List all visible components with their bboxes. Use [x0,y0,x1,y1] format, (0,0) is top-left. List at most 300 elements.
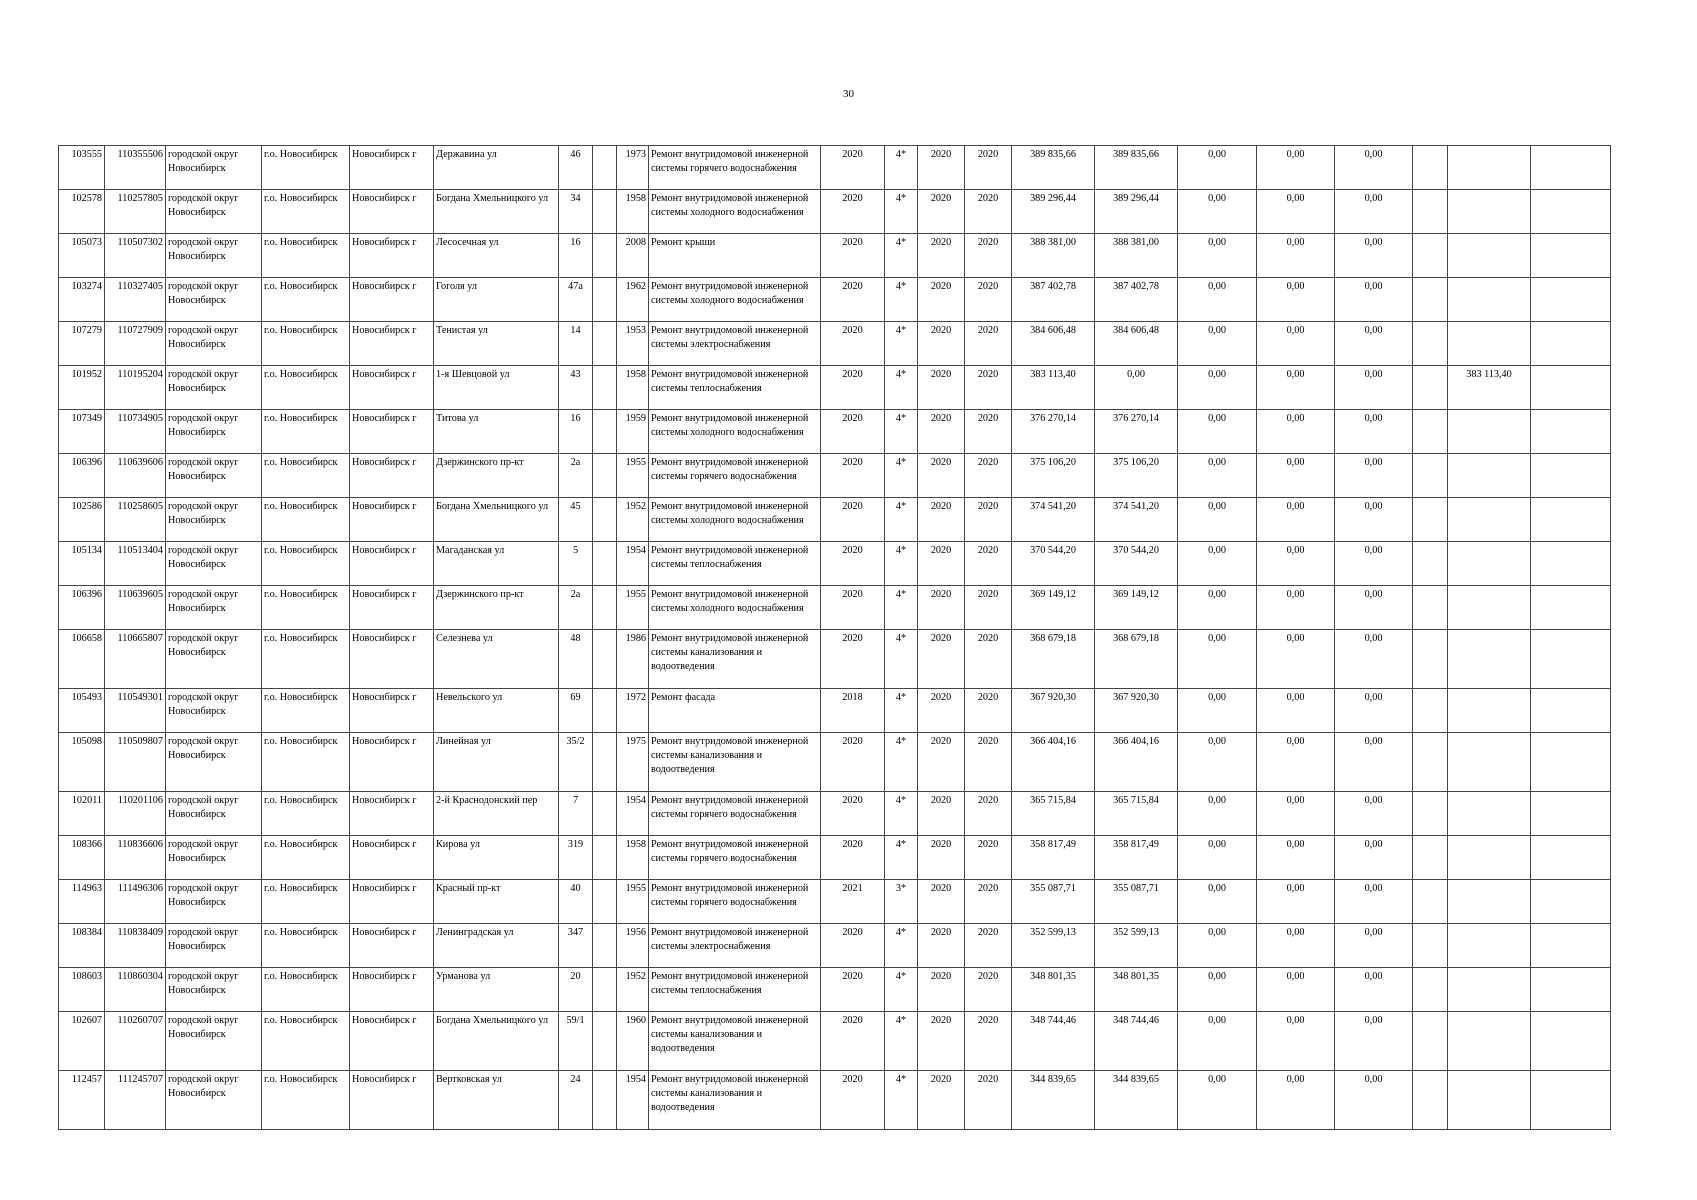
cell-plan-year: 2020 [821,792,885,836]
cell-v1: 0,00 [1178,792,1257,836]
cell-plan-year: 2018 [821,689,885,733]
cell-blank3 [1531,733,1611,792]
cell-district: городской округ Новосибирск [166,924,262,968]
cell-street: 2-й Краснодонский пер [434,792,559,836]
cell-blank2 [1413,234,1448,278]
cell-v2: 0,00 [1257,689,1335,733]
cell-work: Ремонт внутридомовой инженерной системы теплоснабжения [649,366,821,410]
cell-city: Новосибирск г [350,410,434,454]
cell-plan-year: 2020 [821,1071,885,1130]
cell-id: 102578 [59,190,105,234]
cell-extra [1448,498,1531,542]
cell-code: 110509807 [105,733,166,792]
cell-blank1 [593,968,617,1012]
cell-v1: 0,00 [1178,454,1257,498]
cell-v3: 0,00 [1335,542,1413,586]
cell-blank2 [1413,792,1448,836]
cell-v1: 0,00 [1178,322,1257,366]
cell-total: 389 835,66 [1012,146,1095,190]
cell-city: Новосибирск г [350,234,434,278]
cell-blank3 [1531,542,1611,586]
page-number: 30 [843,88,854,100]
cell-municipality: г.о. Новосибирск [262,792,350,836]
cell-street: Титова ул [434,410,559,454]
cell-year-start: 2020 [918,836,965,880]
cell-city: Новосибирск г [350,689,434,733]
cell-blank3 [1531,410,1611,454]
cell-code: 110639606 [105,454,166,498]
cell-total: 374 541,20 [1012,498,1095,542]
cell-street: Державина ул [434,146,559,190]
cell-city: Новосибирск г [350,630,434,689]
cell-blank3 [1531,366,1611,410]
cell-plan-year: 2020 [821,968,885,1012]
cell-blank3 [1531,880,1611,924]
cell-plan-year: 2020 [821,146,885,190]
cell-v2: 0,00 [1257,366,1335,410]
cell-fund: 375 106,20 [1095,454,1178,498]
cell-house: 24 [559,1071,593,1130]
cell-v2: 0,00 [1257,630,1335,689]
cell-id: 108603 [59,968,105,1012]
cell-municipality: г.о. Новосибирск [262,190,350,234]
cell-v1: 0,00 [1178,968,1257,1012]
cell-stage: 4* [885,542,918,586]
cell-street: Вертковская ул [434,1071,559,1130]
cell-street: Богдана Хмельницкого ул [434,190,559,234]
cell-district: городской округ Новосибирск [166,630,262,689]
cell-house: 59/1 [559,1012,593,1071]
cell-v3: 0,00 [1335,410,1413,454]
cell-fund: 389 296,44 [1095,190,1178,234]
cell-id: 103555 [59,146,105,190]
cell-city: Новосибирск г [350,498,434,542]
cell-street: Гоголя ул [434,278,559,322]
cell-blank1 [593,792,617,836]
cell-house: 47а [559,278,593,322]
cell-blank1 [593,146,617,190]
table-row [59,454,1611,498]
cell-municipality: г.о. Новосибирск [262,410,350,454]
cell-plan-year: 2020 [821,733,885,792]
cell-stage: 4* [885,586,918,630]
cell-fund: 358 817,49 [1095,836,1178,880]
cell-v3: 0,00 [1335,498,1413,542]
cell-work: Ремонт крыши [649,234,821,278]
table-row [59,190,1611,234]
cell-id: 107349 [59,410,105,454]
cell-year-built: 1952 [617,968,649,1012]
cell-house: 43 [559,366,593,410]
table-row [59,586,1611,630]
cell-stage: 4* [885,410,918,454]
cell-work: Ремонт внутридомовой инженерной системы холодного водоснабжения [649,278,821,322]
cell-plan-year: 2020 [821,924,885,968]
cell-work: Ремонт внутридомовой инженерной системы горячего водоснабжения [649,880,821,924]
cell-year-built: 1955 [617,880,649,924]
cell-blank3 [1531,968,1611,1012]
cell-total: 358 817,49 [1012,836,1095,880]
cell-extra [1448,586,1531,630]
cell-district: городской округ Новосибирск [166,322,262,366]
cell-work: Ремонт внутридомовой инженерной системы канализования и водоотведения [649,630,821,689]
cell-year-built: 1986 [617,630,649,689]
cell-city: Новосибирск г [350,880,434,924]
cell-year-start: 2020 [918,880,965,924]
cell-municipality: г.о. Новосибирск [262,454,350,498]
cell-street: Урманова ул [434,968,559,1012]
cell-house: 319 [559,836,593,880]
cell-v2: 0,00 [1257,322,1335,366]
cell-blank2 [1413,733,1448,792]
cell-v2: 0,00 [1257,234,1335,278]
cell-district: городской округ Новосибирск [166,454,262,498]
cell-street: 1-я Шевцовой ул [434,366,559,410]
cell-total: 365 715,84 [1012,792,1095,836]
cell-v3: 0,00 [1335,322,1413,366]
cell-year-end: 2020 [965,689,1012,733]
cell-blank3 [1531,630,1611,689]
cell-v1: 0,00 [1178,410,1257,454]
cell-work: Ремонт внутридомовой инженерной системы холодного водоснабжения [649,190,821,234]
cell-municipality: г.о. Новосибирск [262,586,350,630]
cell-code: 110257805 [105,190,166,234]
cell-fund: 348 801,35 [1095,968,1178,1012]
cell-v3: 0,00 [1335,792,1413,836]
cell-code: 110836606 [105,836,166,880]
cell-blank1 [593,733,617,792]
cell-code: 110201106 [105,792,166,836]
cell-district: городской округ Новосибирск [166,410,262,454]
cell-code: 110665807 [105,630,166,689]
cell-fund: 367 920,30 [1095,689,1178,733]
cell-municipality: г.о. Новосибирск [262,924,350,968]
table-row [59,924,1611,968]
cell-plan-year: 2020 [821,322,885,366]
cell-blank1 [593,586,617,630]
cell-municipality: г.о. Новосибирск [262,880,350,924]
cell-year-built: 1959 [617,410,649,454]
cell-work: Ремонт внутридомовой инженерной системы холодного водоснабжения [649,410,821,454]
cell-city: Новосибирск г [350,1012,434,1071]
cell-blank2 [1413,630,1448,689]
cell-year-end: 2020 [965,278,1012,322]
cell-city: Новосибирск г [350,278,434,322]
cell-year-end: 2020 [965,924,1012,968]
cell-year-end: 2020 [965,1012,1012,1071]
cell-plan-year: 2020 [821,410,885,454]
cell-plan-year: 2020 [821,234,885,278]
cell-district: городской округ Новосибирск [166,586,262,630]
cell-total: 355 087,71 [1012,880,1095,924]
cell-house: 34 [559,190,593,234]
cell-v2: 0,00 [1257,1071,1335,1130]
cell-v2: 0,00 [1257,924,1335,968]
table-row [59,880,1611,924]
cell-municipality: г.о. Новосибирск [262,498,350,542]
cell-blank3 [1531,586,1611,630]
cell-district: городской округ Новосибирск [166,234,262,278]
cell-blank2 [1413,968,1448,1012]
cell-total: 369 149,12 [1012,586,1095,630]
cell-fund: 355 087,71 [1095,880,1178,924]
cell-id: 112457 [59,1071,105,1130]
cell-v2: 0,00 [1257,880,1335,924]
cell-stage: 4* [885,454,918,498]
cell-extra [1448,410,1531,454]
cell-blank2 [1413,498,1448,542]
cell-district: городской округ Новосибирск [166,689,262,733]
cell-code: 110727909 [105,322,166,366]
cell-year-end: 2020 [965,733,1012,792]
cell-stage: 4* [885,836,918,880]
cell-v1: 0,00 [1178,234,1257,278]
cell-code: 110327405 [105,278,166,322]
cell-house: 5 [559,542,593,586]
cell-work: Ремонт внутридомовой инженерной системы теплоснабжения [649,968,821,1012]
cell-id: 108384 [59,924,105,968]
cell-street: Богдана Хмельницкого ул [434,498,559,542]
cell-code: 110838409 [105,924,166,968]
cell-fund: 348 744,46 [1095,1012,1178,1071]
cell-id: 102011 [59,792,105,836]
cell-year-end: 2020 [965,234,1012,278]
cell-house: 7 [559,792,593,836]
cell-code: 110507302 [105,234,166,278]
cell-municipality: г.о. Новосибирск [262,630,350,689]
cell-plan-year: 2020 [821,542,885,586]
cell-extra [1448,278,1531,322]
cell-stage: 4* [885,146,918,190]
cell-stage: 4* [885,1012,918,1071]
cell-fund: 365 715,84 [1095,792,1178,836]
cell-blank2 [1413,1071,1448,1130]
cell-district: городской округ Новосибирск [166,1012,262,1071]
cell-extra [1448,1012,1531,1071]
cell-house: 347 [559,924,593,968]
cell-work: Ремонт внутридомовой инженерной системы канализования и водоотведения [649,1012,821,1071]
table-row [59,146,1611,190]
cell-blank1 [593,630,617,689]
table-row [59,689,1611,733]
cell-stage: 4* [885,689,918,733]
cell-extra [1448,190,1531,234]
cell-blank3 [1531,836,1611,880]
cell-extra [1448,234,1531,278]
cell-year-end: 2020 [965,366,1012,410]
cell-work: Ремонт фасада [649,689,821,733]
cell-year-end: 2020 [965,454,1012,498]
cell-extra [1448,454,1531,498]
cell-v3: 0,00 [1335,924,1413,968]
cell-blank2 [1413,924,1448,968]
table-row [59,733,1611,792]
cell-district: городской округ Новосибирск [166,1071,262,1130]
cell-year-built: 1956 [617,924,649,968]
cell-municipality: г.о. Новосибирск [262,836,350,880]
cell-work: Ремонт внутридомовой инженерной системы горячего водоснабжения [649,454,821,498]
cell-v3: 0,00 [1335,278,1413,322]
cell-district: городской округ Новосибирск [166,498,262,542]
cell-year-start: 2020 [918,586,965,630]
cell-street: Магаданская ул [434,542,559,586]
cell-blank1 [593,454,617,498]
cell-street: Лесосечная ул [434,234,559,278]
cell-blank2 [1413,278,1448,322]
cell-year-built: 1958 [617,366,649,410]
cell-year-start: 2020 [918,190,965,234]
cell-year-built: 1953 [617,322,649,366]
cell-v1: 0,00 [1178,366,1257,410]
cell-house: 45 [559,498,593,542]
cell-year-start: 2020 [918,968,965,1012]
cell-municipality: г.о. Новосибирск [262,234,350,278]
cell-v1: 0,00 [1178,733,1257,792]
cell-stage: 4* [885,968,918,1012]
cell-city: Новосибирск г [350,792,434,836]
cell-house: 16 [559,410,593,454]
cell-fund: 387 402,78 [1095,278,1178,322]
cell-blank3 [1531,278,1611,322]
cell-total: 348 801,35 [1012,968,1095,1012]
cell-municipality: г.о. Новосибирск [262,542,350,586]
cell-work: Ремонт внутридомовой инженерной системы канализования и водоотведения [649,733,821,792]
cell-extra [1448,733,1531,792]
table-body [59,146,1611,1130]
cell-extra [1448,792,1531,836]
cell-fund: 384 606,48 [1095,322,1178,366]
cell-v3: 0,00 [1335,733,1413,792]
cell-fund: 368 679,18 [1095,630,1178,689]
cell-fund: 352 599,13 [1095,924,1178,968]
cell-city: Новосибирск г [350,542,434,586]
cell-year-start: 2020 [918,410,965,454]
cell-stage: 4* [885,498,918,542]
cell-id: 106658 [59,630,105,689]
cell-blank1 [593,1012,617,1071]
cell-blank1 [593,689,617,733]
cell-year-built: 1952 [617,498,649,542]
cell-total: 375 106,20 [1012,454,1095,498]
cell-extra [1448,322,1531,366]
cell-house: 14 [559,322,593,366]
cell-id: 105073 [59,234,105,278]
cell-v1: 0,00 [1178,586,1257,630]
cell-v1: 0,00 [1178,924,1257,968]
cell-plan-year: 2020 [821,454,885,498]
cell-year-end: 2020 [965,968,1012,1012]
cell-v3: 0,00 [1335,454,1413,498]
cell-year-built: 1958 [617,190,649,234]
cell-code: 110258605 [105,498,166,542]
cell-v3: 0,00 [1335,968,1413,1012]
cell-blank1 [593,498,617,542]
table-row [59,1071,1611,1130]
cell-district: городской округ Новосибирск [166,733,262,792]
cell-house: 16 [559,234,593,278]
cell-v3: 0,00 [1335,880,1413,924]
cell-year-start: 2020 [918,1012,965,1071]
cell-total: 383 113,40 [1012,366,1095,410]
cell-year-start: 2020 [918,924,965,968]
cell-code: 110260707 [105,1012,166,1071]
cell-id: 106396 [59,586,105,630]
cell-extra [1448,542,1531,586]
cell-city: Новосибирск г [350,366,434,410]
cell-v3: 0,00 [1335,234,1413,278]
cell-extra: 383 113,40 [1448,366,1531,410]
cell-municipality: г.о. Новосибирск [262,322,350,366]
cell-plan-year: 2020 [821,586,885,630]
cell-municipality: г.о. Новосибирск [262,1012,350,1071]
cell-street: Кирова ул [434,836,559,880]
cell-plan-year: 2020 [821,278,885,322]
cell-year-start: 2020 [918,498,965,542]
cell-work: Ремонт внутридомовой инженерной системы теплоснабжения [649,542,821,586]
cell-year-end: 2020 [965,836,1012,880]
cell-v1: 0,00 [1178,278,1257,322]
cell-total: 366 404,16 [1012,733,1095,792]
cell-code: 110639605 [105,586,166,630]
cell-blank3 [1531,1071,1611,1130]
cell-v1: 0,00 [1178,542,1257,586]
cell-id: 106396 [59,454,105,498]
cell-blank3 [1531,322,1611,366]
cell-year-start: 2020 [918,630,965,689]
cell-district: городской округ Новосибирск [166,880,262,924]
cell-total: 384 606,48 [1012,322,1095,366]
cell-blank3 [1531,792,1611,836]
cell-year-built: 1973 [617,146,649,190]
cell-blank1 [593,322,617,366]
cell-v2: 0,00 [1257,792,1335,836]
cell-work: Ремонт внутридомовой инженерной системы электроснабжения [649,924,821,968]
cell-id: 108366 [59,836,105,880]
cell-total: 367 920,30 [1012,689,1095,733]
cell-code: 110355506 [105,146,166,190]
cell-v1: 0,00 [1178,190,1257,234]
cell-plan-year: 2020 [821,190,885,234]
cell-v3: 0,00 [1335,689,1413,733]
cell-blank2 [1413,542,1448,586]
cell-year-built: 1960 [617,1012,649,1071]
cell-street: Линейная ул [434,733,559,792]
cell-blank3 [1531,1012,1611,1071]
cell-v1: 0,00 [1178,880,1257,924]
cell-stage: 4* [885,278,918,322]
cell-plan-year: 2020 [821,498,885,542]
cell-street: Селезнева ул [434,630,559,689]
cell-blank3 [1531,146,1611,190]
cell-municipality: г.о. Новосибирск [262,146,350,190]
cell-blank2 [1413,454,1448,498]
cell-v2: 0,00 [1257,542,1335,586]
table-row [59,498,1611,542]
cell-district: городской округ Новосибирск [166,366,262,410]
cell-street: Богдана Хмельницкого ул [434,1012,559,1071]
cell-blank3 [1531,454,1611,498]
cell-house: 48 [559,630,593,689]
cell-extra [1448,968,1531,1012]
cell-extra [1448,146,1531,190]
cell-work: Ремонт внутридомовой инженерной системы горячего водоснабжения [649,792,821,836]
cell-street: Тенистая ул [434,322,559,366]
cell-blank2 [1413,366,1448,410]
cell-blank3 [1531,924,1611,968]
cell-v2: 0,00 [1257,190,1335,234]
cell-total: 344 839,65 [1012,1071,1095,1130]
cell-total: 376 270,14 [1012,410,1095,454]
